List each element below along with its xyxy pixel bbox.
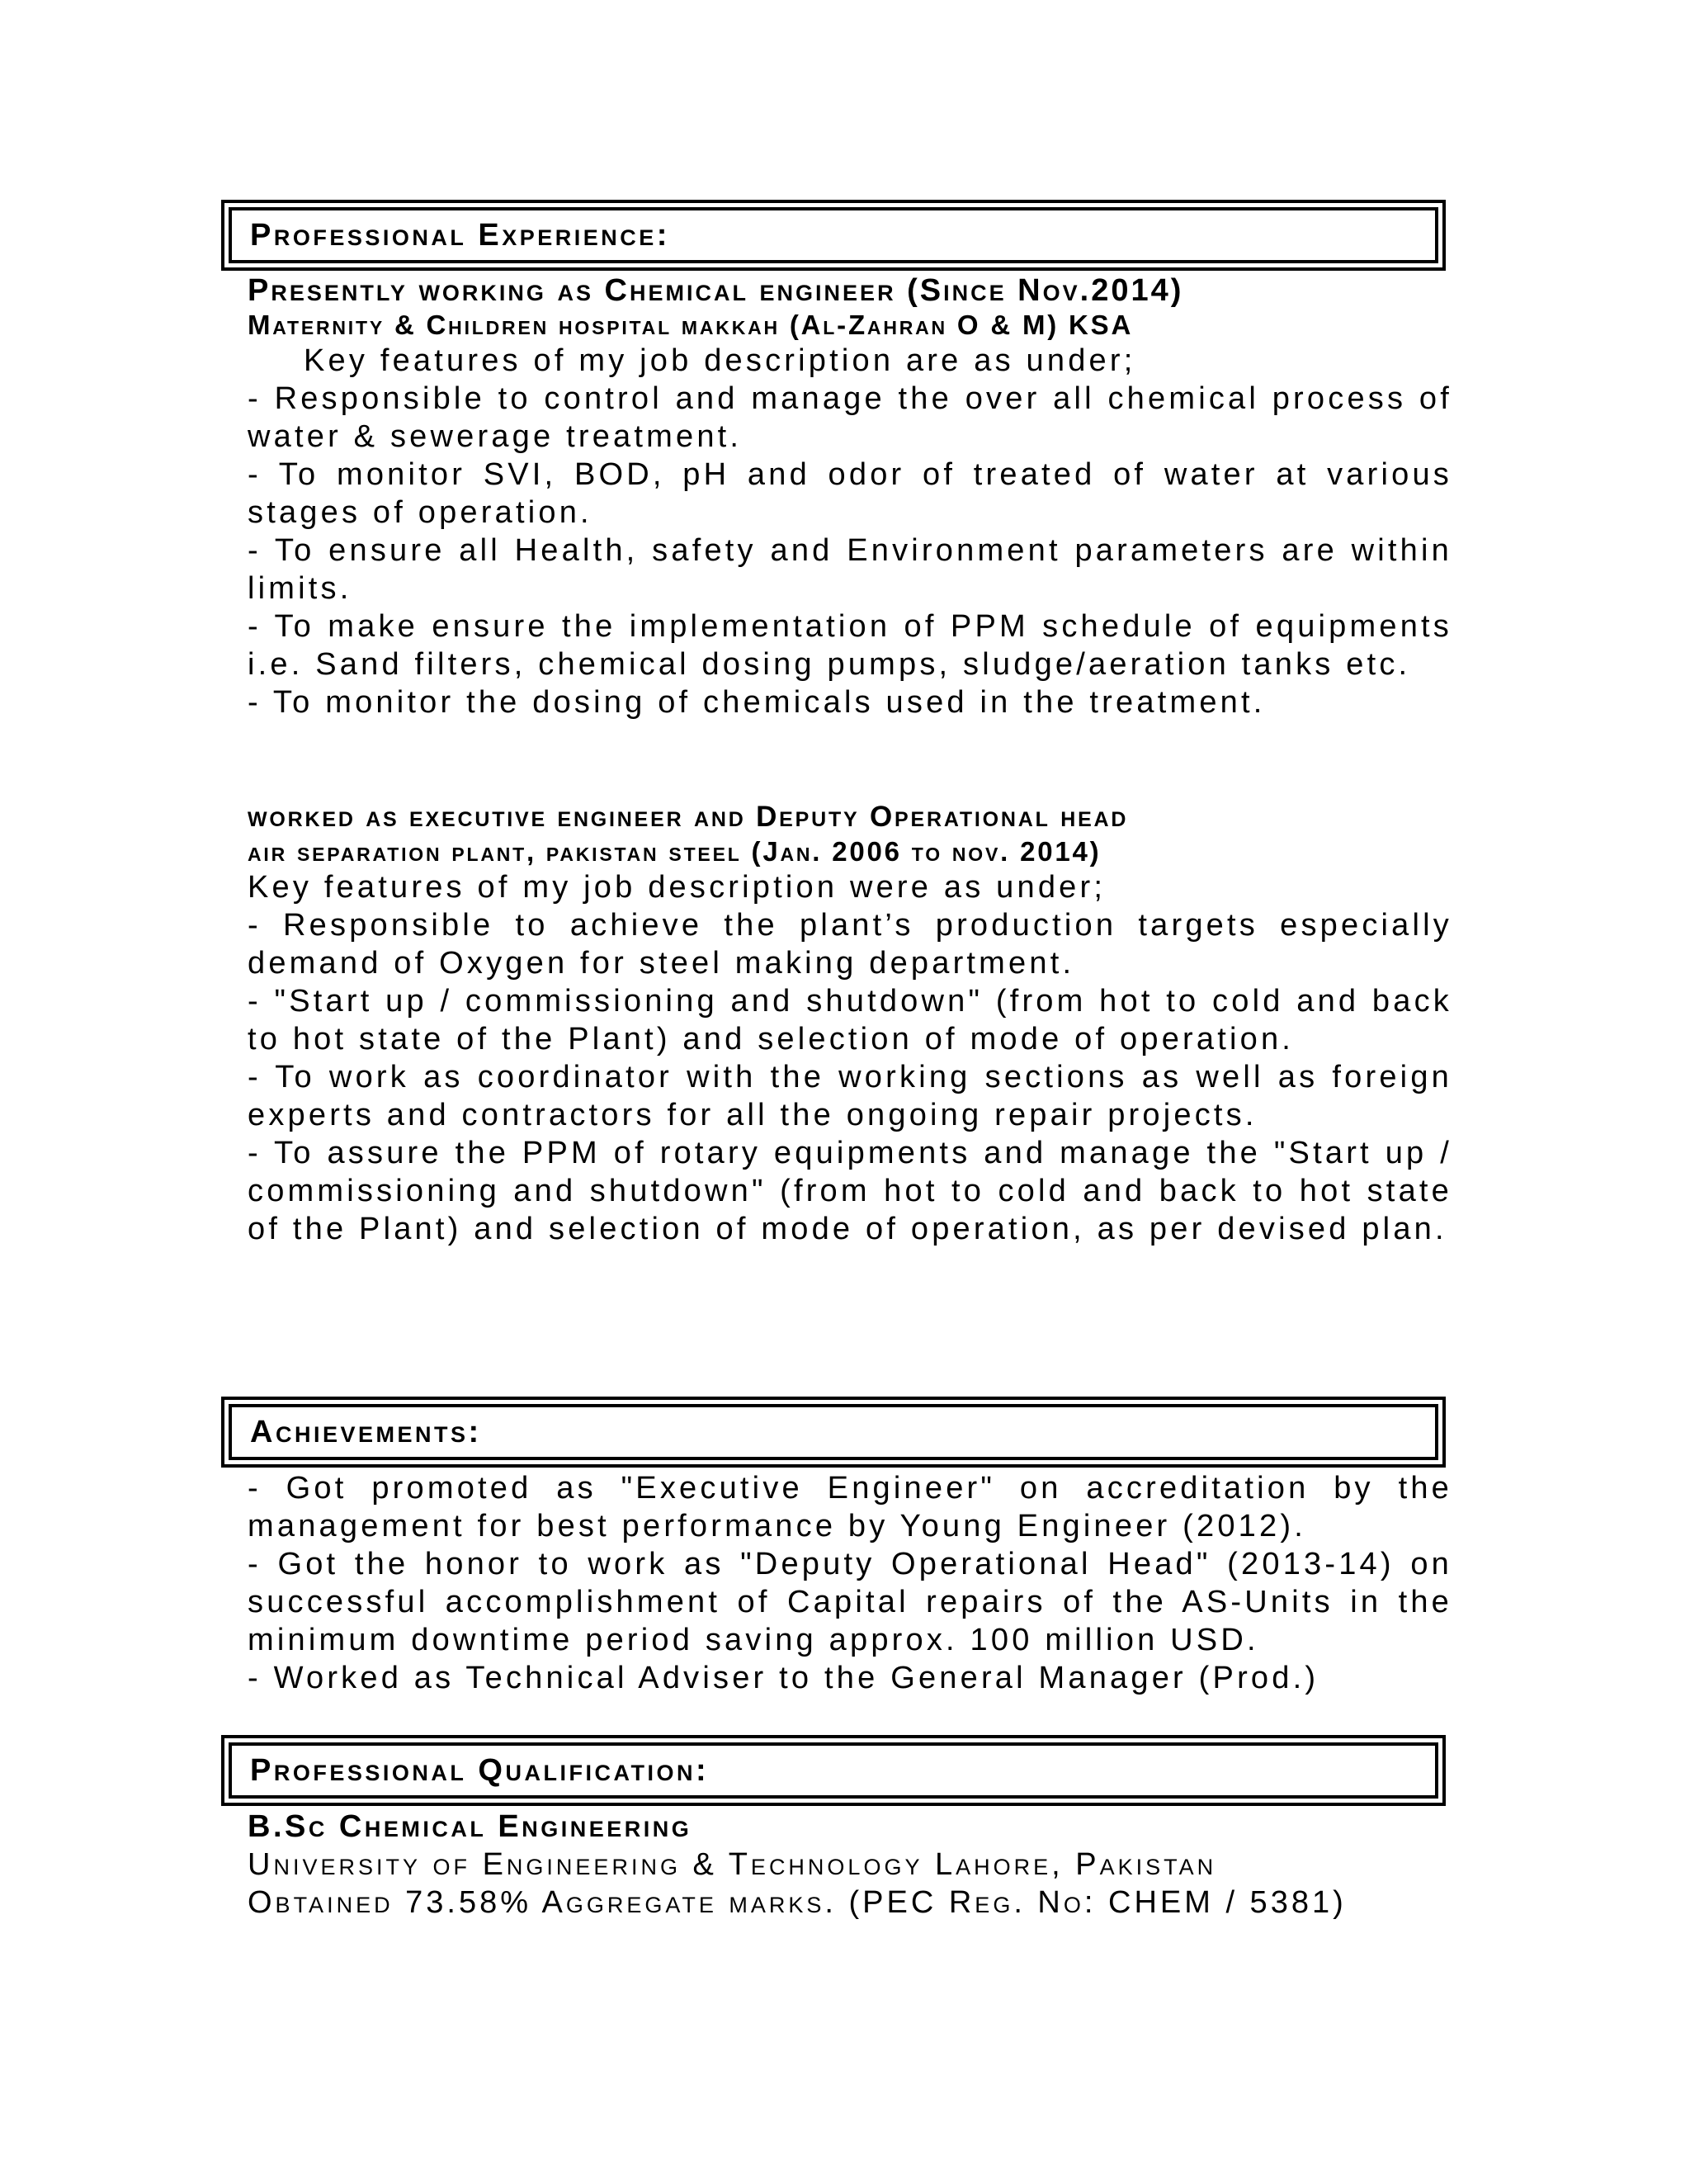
university-name: University of Engineering & Technology Lahore, Pakistan	[248, 1847, 1217, 1882]
job-title-current: Presently working as Chemical engineer (Since Nov.2014)	[248, 273, 1184, 308]
section-header-achievements	[221, 1397, 1446, 1468]
achievement-item: - Got the honor to work as "Deputy Operational Head" (2013-14) on successful accomplishment of Capital repairs of the AS-Units in the minimum downtime period saving approx. 100 million USD.	[248, 1547, 1452, 1657]
section-header-inner	[229, 1404, 1438, 1460]
duty-item: - To ensure all Health, safety and Environment parameters are within limits.	[248, 533, 1452, 606]
section-title-experience: Professional Experience:	[250, 218, 670, 253]
section-title-achievements: Achievements:	[250, 1415, 482, 1449]
job-intro-current: Key features of my job description are as under;	[304, 343, 1136, 378]
job-employer-previous: air separation plant, pakistan steel (Jan. 2006 to nov. 2014)	[248, 836, 1102, 867]
job-block-previous	[248, 799, 1452, 1248]
job-title-previous: worked as executive engineer and Deputy Operational head	[248, 801, 1129, 833]
duty-item: - To assure the PPM of rotary equipments and manage the "Start up / commissioning and shutdown" (from hot to cold and back to hot state of the Plant) and selection of mode of operation, as per devised plan.	[248, 1136, 1452, 1246]
duty-item: - "Start up / commissioning and shutdown" (from hot to cold and back to hot state of the Plant) and selection of mode of operation.	[248, 984, 1452, 1057]
duty-item: - To make ensure the implementation of PPM schedule of equipments i.e. Sand filters, chemical dosing pumps, sludge/aeration tanks etc.	[248, 609, 1452, 682]
section-header-qualification	[221, 1735, 1446, 1806]
duty-item: - Responsible to achieve the plant’s production targets especially demand of Oxygen for steel making department.	[248, 908, 1452, 981]
duty-item: - To monitor the dosing of chemicals used in the treatment.	[248, 685, 1266, 720]
duty-item: - To monitor SVI, BOD, pH and odor of treated of water at various stages of operation.	[248, 457, 1452, 530]
aggregate-marks: Obtained 73.58% Aggregate marks. (PEC Reg. No: CHEM / 5381)	[248, 1885, 1347, 1920]
job-block-current	[248, 272, 1452, 721]
job-employer-current: Maternity & Children hospital makkah (Al-Zahran O & M) KSA	[248, 310, 1134, 340]
qualification-block	[248, 1808, 1452, 1922]
achievement-item: - Worked as Technical Adviser to the General Manager (Prod.)	[248, 1661, 1319, 1695]
section-header-inner	[229, 1742, 1438, 1799]
achievement-item: - Got promoted as "Executive Engineer" on accreditation by the management for best performance by Young Engineer (2012).	[248, 1471, 1452, 1543]
section-header-inner	[229, 207, 1438, 263]
duty-item: - To work as coordinator with the working sections as well as foreign experts and contractors for all the ongoing repair projects.	[248, 1060, 1452, 1132]
job-intro-previous: Key features of my job description were as under;	[248, 870, 1107, 905]
section-title-qualification: Professional Qualification:	[250, 1753, 710, 1788]
degree-title: B.Sc Chemical Engineering	[248, 1809, 692, 1844]
duty-item: - Responsible to control and manage the over all chemical process of water & sewerage treatment.	[248, 381, 1452, 454]
achievements-list	[248, 1469, 1452, 1697]
job-duties-current	[248, 380, 1452, 721]
job-duties-previous	[248, 906, 1452, 1248]
section-header-experience	[221, 200, 1446, 271]
